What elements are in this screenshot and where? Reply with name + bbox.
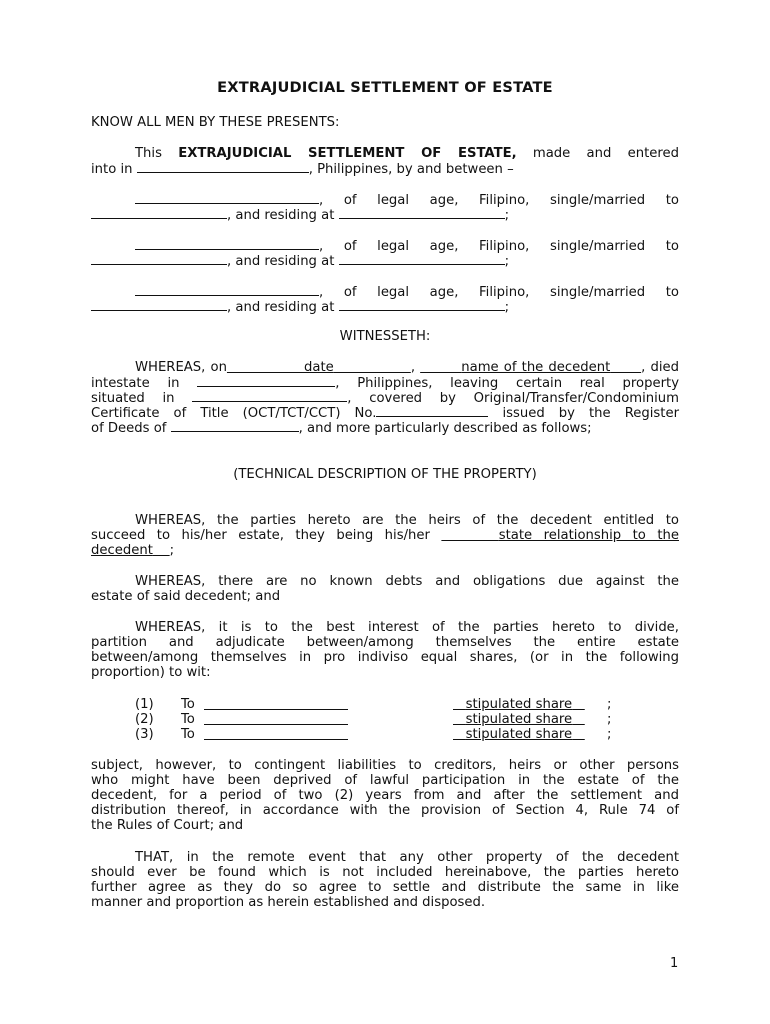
whereas-1-line-5: [91, 420, 679, 436]
leaving-property: , Philippines, leaving certain real property: [335, 376, 679, 391]
situated-blank[interactable]: [192, 390, 347, 402]
that-line-1: [91, 850, 679, 865]
stipulated-share-label: stipulated share: [465, 727, 573, 742]
party-3-of-legal-age: , of legal age, Filipino, single/married to: [319, 285, 679, 300]
party-3-name-blank[interactable]: [135, 284, 319, 296]
heir-name-blank[interactable]: [204, 713, 348, 725]
decedent-label: decedent: [91, 543, 153, 558]
relationship-field-cont[interactable]: [91, 543, 170, 558]
heir-name-blank[interactable]: [204, 698, 348, 710]
date-field[interactable]: ​ date: [226, 360, 334, 375]
place-blank[interactable]: [137, 161, 309, 173]
intro-bold-title: EXTRAJUDICIAL SETTLEMENT OF ESTATE,: [178, 146, 517, 161]
whereas-3-line-1: [91, 574, 679, 589]
whereas-4-text-1: WHEREAS, it is to the best interest of the parties hereto to divide,: [135, 620, 679, 635]
share-to: To: [181, 712, 195, 727]
decedent-name-field[interactable]: [420, 360, 641, 375]
party-2-spouse-blank[interactable]: [91, 253, 227, 265]
of-deeds-of: of Deeds of: [91, 421, 167, 436]
page-number: 1: [670, 956, 679, 971]
that-text-3: further agree as they do so agree to settle and distribute the same in like: [91, 880, 679, 895]
title-number-blank[interactable]: [376, 405, 488, 417]
whereas-1-line-4: [91, 405, 679, 421]
whereas-2-text-1: WHEREAS, the parties hereto are the heirs of the decedent entitled to: [135, 513, 679, 528]
party-2-line-2: [91, 253, 679, 269]
party-2-of-legal-age: , of legal age, Filipino, single/married to: [319, 239, 679, 254]
certificate-of-title: Certificate of Title (OCT/TCT/CCT) No.: [91, 406, 377, 421]
whereas-4-text-3: between/among themselves in pro indiviso equal shares, (or in the following: [91, 650, 679, 665]
died-text: , died: [641, 360, 679, 375]
decedent-name-label: name of the decedent: [461, 360, 611, 375]
party-1-spouse-blank[interactable]: [91, 207, 227, 219]
intro-this: This: [135, 146, 162, 161]
party-2-semicolon: ;: [504, 254, 510, 269]
whereas-2-line-3: [91, 543, 679, 558]
stipulated-share-label: stipulated share: [465, 697, 573, 712]
whereas-2-text-2: succeed to his/her estate, they being his/her: [91, 528, 430, 543]
described-as-follows: , and more particularly described as follows;: [298, 421, 592, 436]
comma: ,: [410, 360, 416, 375]
stipulated-share-field[interactable]: [453, 712, 585, 727]
whereas-on: WHEREAS, on: [135, 360, 227, 375]
whereas-4-text-4: proportion) to wit:: [91, 665, 211, 680]
whereas-2-line-1: [91, 513, 679, 528]
witnesseth-text: WITNESSETH:: [339, 329, 431, 344]
party-3-semicolon: ;: [504, 300, 510, 315]
party-2-address-blank[interactable]: [339, 253, 505, 265]
share-to: To: [181, 727, 195, 742]
share-to: To: [181, 697, 195, 712]
whereas-4-line-1: [91, 620, 679, 635]
subject-text-3: decedent, for a period of two (2) years from and after the settlement and: [91, 788, 679, 803]
deeds-place-blank[interactable]: [171, 420, 299, 432]
situated-in: situated in: [91, 391, 175, 406]
whereas-1-line-2: [91, 375, 679, 391]
heir-name-blank[interactable]: [204, 728, 348, 740]
technical-description-text: (TECHNICAL DESCRIPTION OF THE PROPERTY): [233, 467, 537, 482]
share-semicolon: ;: [607, 712, 612, 727]
that-text-4: manner and proportion as herein established and disposed.: [91, 895, 486, 910]
whereas-1-line-3: [91, 390, 679, 406]
share-semicolon: ;: [607, 727, 612, 742]
whereas-3-text-2: estate of said decedent; and: [91, 589, 281, 604]
that-text-1: THAT, in the remote event that any other property of the decedent: [135, 850, 679, 865]
date-label: date: [304, 360, 334, 375]
party-1-line-1: [91, 192, 679, 208]
party-3-address-blank[interactable]: [339, 299, 505, 311]
party-3-residing: , and residing at: [227, 300, 335, 315]
issued-by: issued by the Register: [502, 406, 679, 421]
whereas-2-line-2: [91, 528, 679, 543]
covered-by: , covered by Original/Transfer/Condominium: [347, 391, 679, 406]
share-number: (2): [135, 712, 154, 727]
intestate-in: intestate in: [91, 376, 180, 391]
intro-rest: made and entered: [532, 146, 679, 161]
stipulated-share-label: stipulated share: [465, 712, 573, 727]
relationship-field[interactable]: [441, 528, 679, 543]
whereas-3-text-1: WHEREAS, there are no known debts and obligations due against the: [135, 574, 679, 589]
stipulated-share-field[interactable]: [453, 697, 585, 712]
party-1-line-2: [91, 207, 679, 223]
whereas-4-text-2: partition and adjudicate between/among themselves the entire estate: [91, 635, 679, 650]
semicolon: ;: [169, 543, 175, 558]
share-number: (1): [135, 697, 154, 712]
know-all-text: KNOW ALL MEN BY THESE PRESENTS:: [91, 115, 340, 130]
party-3-line-2: [91, 299, 679, 315]
intro-line-2: [91, 161, 679, 177]
intro-into: into in: [91, 162, 133, 177]
party-1-semicolon: ;: [504, 208, 510, 223]
subject-text-2: who might have been deprived of lawful participation in the estate of the: [91, 773, 679, 788]
party-1-residing: , and residing at: [227, 208, 335, 223]
intro-line-1: [91, 146, 679, 161]
subject-text-4: distribution thereof, in accordance with the provision of Section 4, Rule 74 of: [91, 803, 679, 818]
party-2-name-blank[interactable]: [135, 238, 319, 250]
party-2-line-1: [91, 238, 679, 254]
party-1-name-blank[interactable]: [135, 192, 319, 204]
party-1-of-legal-age: , of legal age, Filipino, single/married to: [319, 193, 679, 208]
party-2-residing: , and residing at: [227, 254, 335, 269]
share-number: (3): [135, 727, 154, 742]
subject-text-5: the Rules of Court; and: [91, 818, 244, 833]
whereas-1-line-1: [91, 360, 679, 375]
subject-text-1: subject, however, to contingent liabilities to creditors, heirs or other persons: [91, 758, 679, 773]
relationship-label: state relationship to the: [498, 528, 679, 543]
intestate-place-blank[interactable]: [197, 375, 335, 387]
title-text: EXTRAJUDICIAL SETTLEMENT OF ESTATE: [217, 79, 553, 96]
share-semicolon: ;: [607, 697, 612, 712]
party-1-address-blank[interactable]: [339, 207, 505, 219]
intro-philippines: , Philippines, by and between –: [308, 162, 514, 177]
that-text-2: should ever be found which is not included hereinabove, the parties hereto: [91, 865, 679, 880]
party-3-line-1: [91, 284, 679, 300]
party-3-spouse-blank[interactable]: [91, 299, 227, 311]
stipulated-share-field[interactable]: [453, 727, 585, 742]
